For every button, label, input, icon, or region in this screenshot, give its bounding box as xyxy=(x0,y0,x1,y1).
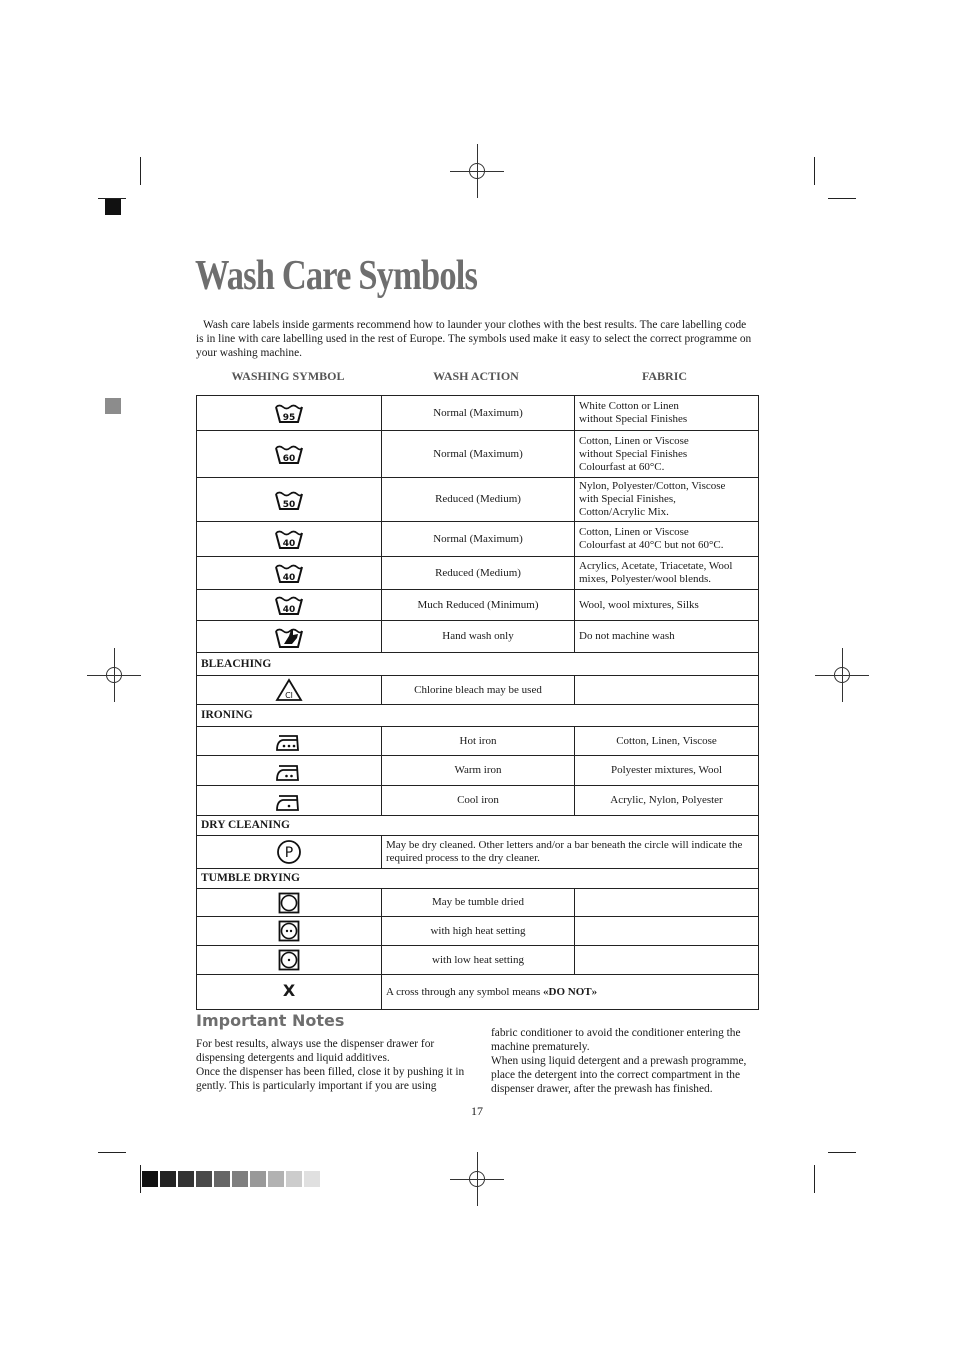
notes-paragraph: When using liquid detergent and a prewash programme, place the detergent into the correct compartment in the dispenser drawer, after the prewash has finished. xyxy=(491,1055,747,1095)
section-row xyxy=(197,705,759,727)
action-cell: Warm iron xyxy=(382,756,575,786)
fabric-cell: Acrylics, Acetate, Triacetate, Wool mixes, Polyester/wool blends. xyxy=(575,557,759,590)
section-row xyxy=(197,816,759,836)
tumble-dry-icon xyxy=(278,896,300,908)
notes-paragraph: For best results, always use the dispenser drawer for dispensing detergents and liquid additives. xyxy=(196,1038,435,1064)
symbol-cell xyxy=(197,836,382,869)
action-cell: Hot iron xyxy=(382,727,575,756)
crop-mark xyxy=(140,157,141,185)
heat-dot xyxy=(290,774,293,777)
action-cell: Normal (Maximum) xyxy=(382,431,575,478)
section-label-dry-cleaning: DRY CLEANING xyxy=(197,816,759,836)
symbol-cell xyxy=(197,889,382,917)
wash-temperature: 60 xyxy=(282,454,296,464)
section-row xyxy=(197,653,759,676)
table-row xyxy=(197,396,759,431)
wash-tub-icon xyxy=(274,407,304,423)
table-row xyxy=(197,975,759,1010)
fabric-cell: Acrylic, Nylon, Polyester xyxy=(575,786,759,816)
wash-temperature: 40 xyxy=(282,539,296,549)
section-label-tumble-drying: TUMBLE DRYING xyxy=(197,869,759,889)
symbol-cell xyxy=(197,946,382,975)
symbol-cell xyxy=(197,431,382,478)
dry-cleaning-text: May be dry cleaned. Other letters and/or a bar beneath the circle will indicate the required process to the dry cleaner. xyxy=(382,836,759,869)
fabric-cell: Cotton, Linen, Viscose xyxy=(575,727,759,756)
iron-icon xyxy=(275,794,303,806)
svg-text:P: P xyxy=(284,845,294,861)
table-row xyxy=(197,889,759,917)
tumble-dry-icon xyxy=(278,954,300,966)
table-row xyxy=(197,478,759,522)
section-row xyxy=(197,869,759,889)
heat-dot xyxy=(288,745,291,748)
hand-wash-icon xyxy=(274,625,304,649)
colour-swatch xyxy=(160,1171,176,1187)
notes-paragraph: Once the dispenser has been filled, close it by pushing it in gently. This is particularly important if you are using xyxy=(196,1066,465,1092)
symbol-cell xyxy=(197,621,382,653)
section-label-ironing: IRONING xyxy=(197,705,759,727)
section-label-bleaching: BLEACHING xyxy=(197,653,759,676)
wash-temperature: 95 xyxy=(282,413,296,423)
colour-swatch xyxy=(286,1171,302,1187)
fabric-cell: Cotton, Linen or Viscose Colourfast at 40°C but not 60°C. xyxy=(575,522,759,557)
table-row xyxy=(197,557,759,590)
wash-tub-icon xyxy=(274,599,304,615)
wash-tub-icon xyxy=(274,448,304,464)
colour-swatch xyxy=(196,1171,212,1187)
fabric-cell: White Cotton or Linen without Special Finishes xyxy=(575,396,759,431)
symbol-cell xyxy=(197,590,382,621)
action-cell: Reduced (Medium) xyxy=(382,557,575,590)
symbol-cell xyxy=(197,975,382,1010)
table-row xyxy=(197,431,759,478)
action-cell: Cool iron xyxy=(382,786,575,816)
page-number: 17 xyxy=(471,1104,483,1118)
cross-text xyxy=(382,975,759,1010)
wash-temperature: 40 xyxy=(282,605,296,615)
page-title: Wash Care Symbols xyxy=(195,253,478,299)
wash-tub-icon xyxy=(274,567,304,583)
chlorine-triangle-icon xyxy=(275,678,303,702)
fabric-cell xyxy=(575,946,759,975)
care-symbols-table xyxy=(196,395,759,1010)
table-row xyxy=(197,522,759,557)
colour-swatch xyxy=(142,1171,158,1187)
action-cell: Reduced (Medium) xyxy=(382,478,575,522)
crop-mark xyxy=(828,198,856,199)
table-row xyxy=(197,756,759,786)
symbol-cell xyxy=(197,478,382,522)
symbol-cell xyxy=(197,756,382,786)
fabric-cell xyxy=(575,676,759,705)
registration-mark-icon xyxy=(106,667,122,683)
wash-temperature: 50 xyxy=(282,499,296,510)
iron-icon xyxy=(275,735,303,747)
crop-mark xyxy=(828,1152,856,1153)
heat-dot xyxy=(285,774,288,777)
wash-tub-icon xyxy=(274,493,304,510)
symbol-cell xyxy=(197,727,382,756)
fabric-cell: Wool, wool mixtures, Silks xyxy=(575,590,759,621)
action-cell: with low heat setting xyxy=(382,946,575,975)
heat-dot xyxy=(286,930,288,932)
heat-dot xyxy=(290,930,292,932)
column-header-symbol: WASHING SYMBOL xyxy=(231,369,345,383)
crop-mark xyxy=(140,1165,141,1193)
notes-paragraph: fabric conditioner to avoid the conditioner entering the machine prematurely. xyxy=(491,1027,741,1053)
cross-icon: X xyxy=(282,981,296,1000)
colour-swatch xyxy=(304,1171,320,1187)
action-cell: May be tumble dried xyxy=(382,889,575,917)
notes-right-column xyxy=(491,1026,759,1096)
registration-mark-icon xyxy=(469,1171,485,1187)
table-row xyxy=(197,946,759,975)
table-row xyxy=(197,727,759,756)
wash-tub-icon xyxy=(274,533,304,549)
action-cell: Chlorine bleach may be used xyxy=(382,676,575,705)
colour-swatch xyxy=(232,1171,248,1187)
registration-mark-icon xyxy=(469,163,485,179)
fabric-cell xyxy=(575,889,759,917)
svg-text:Cl: Cl xyxy=(285,691,293,700)
table-row xyxy=(197,917,759,946)
cross-text-bold: «DO NOT» xyxy=(543,985,598,998)
heat-dot xyxy=(293,745,296,748)
registration-mark-icon xyxy=(834,667,850,683)
symbol-cell xyxy=(197,522,382,557)
intro-paragraph: Wash care labels inside garments recommend how to launder your clothes with the best results. The care labelling code is in line with care labelling used in the rest of Europe. The symbols used make it easy to select the correct programme on your washing machine. xyxy=(196,319,752,359)
table-row xyxy=(197,836,759,869)
fabric-cell: Do not machine wash xyxy=(575,621,759,653)
action-cell: with high heat setting xyxy=(382,917,575,946)
colour-swatch xyxy=(268,1171,284,1187)
colour-swatch xyxy=(178,1171,194,1187)
colour-swatch xyxy=(250,1171,266,1187)
notes-heading: Important Notes xyxy=(196,1011,345,1030)
fabric-cell: Polyester mixtures, Wool xyxy=(575,756,759,786)
crop-mark xyxy=(814,1165,815,1193)
cross-text-plain: A cross through any symbol means xyxy=(386,985,544,998)
fabric-cell xyxy=(575,917,759,946)
black-square-mark xyxy=(105,199,121,215)
column-header-fabric: FABRIC xyxy=(641,369,688,383)
heat-dot xyxy=(283,745,286,748)
symbol-cell xyxy=(197,676,382,705)
wash-temperature: 40 xyxy=(282,573,296,583)
action-cell: Normal (Maximum) xyxy=(382,522,575,557)
action-cell: Much Reduced (Minimum) xyxy=(382,590,575,621)
column-header-action: WASH ACTION xyxy=(433,369,519,383)
heat-dot xyxy=(288,804,291,807)
symbol-cell xyxy=(197,917,382,946)
fabric-cell: Cotton, Linen or Viscose without Special Finishes Colourfast at 60°C. xyxy=(575,431,759,478)
iron-icon xyxy=(275,764,303,776)
dry-clean-circle-icon xyxy=(276,839,302,865)
symbol-cell xyxy=(197,786,382,816)
table-row xyxy=(197,676,759,705)
table-row xyxy=(197,786,759,816)
heat-dot xyxy=(288,959,290,961)
action-cell: Hand wash only xyxy=(382,621,575,653)
fabric-cell: Nylon, Polyester/Cotton, Viscose with Special Finishes, Cotton/Acrylic Mix. xyxy=(575,478,759,522)
notes-left-column xyxy=(196,1037,468,1093)
tumble-dry-icon xyxy=(278,925,300,937)
colour-swatch xyxy=(214,1171,230,1187)
crop-mark xyxy=(98,1152,126,1153)
table-row xyxy=(197,621,759,653)
action-cell: Normal (Maximum) xyxy=(382,396,575,431)
symbol-cell xyxy=(197,557,382,590)
crop-mark xyxy=(814,157,815,185)
grey-square-mark xyxy=(105,398,121,414)
table-row xyxy=(197,590,759,621)
symbol-cell xyxy=(197,396,382,431)
